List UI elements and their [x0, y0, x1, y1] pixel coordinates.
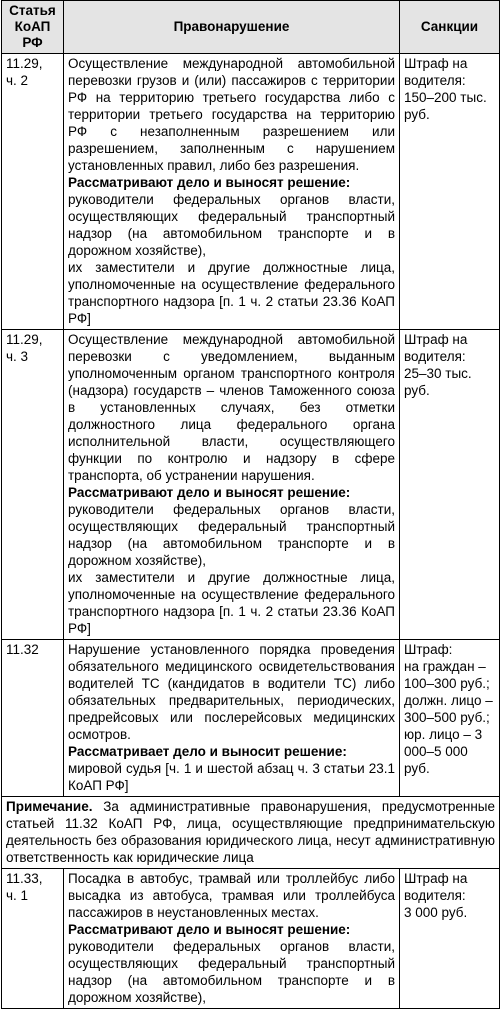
article-cell: 11.33, ч. 1 — [2, 869, 64, 1009]
offense-text: Осуществление международной автомобильной перевозки с уведомлением, выданным уполномоченным органом транспортного контроля (надзора) государств – членов Таможенного союза в установленных случаях, без отметки должностного лица федерального органа исполнительной власти, осуществляющего функции по контролю и надзору в сфере транспорта, об устранении нарушения. — [68, 332, 395, 483]
note-row — [2, 797, 500, 869]
offense-text: Осуществление международной автомобильной перевозки грузов и (или) пассажиров с территории РФ на территорию третьего государства либо с территории третьего государства на территорию РФ с незаполненным разрешением или разрешением, заполненным с нарушением установленных правил, либо без разрешения. — [68, 56, 395, 173]
authority-line: руководители федеральных органов власти, осуществляющих федеральный транспортный надзор (на автомобильном транспорте и в дорожном хозяйстве), — [68, 502, 395, 568]
sanction-cell: Штраф на водителя: 25–30 тыс. руб. — [400, 330, 500, 640]
sanction-cell: Штраф: на граждан – 100–300 руб.; должн. лицо – 300–500 руб.; юр. лицо – 3 000–5 000 руб. — [400, 640, 500, 797]
offense-cell — [64, 330, 400, 640]
note-cell — [2, 797, 500, 869]
sanction-cell: Штраф на водителя: 3 000 руб. — [400, 869, 500, 1009]
offenses-table — [1, 0, 500, 1009]
note-label: Примечание. — [6, 799, 93, 814]
decision-lead: Рассматривают дело и выносят решение: — [68, 922, 351, 937]
authority-line: их заместители и другие должностные лица, уполномоченные на осуществление федерального транспортного надзора [п. 1 ч. 2 статьи 23.36 КоАП РФ] — [68, 570, 395, 636]
table-row — [2, 330, 500, 640]
authority-line: их заместители и другие должностные лица, уполномоченные на осуществление федерального транспортного надзора [п. 1 ч. 2 статьи 23.36 КоАП РФ] — [68, 260, 395, 326]
offense-cell — [64, 869, 400, 1009]
article-cell: 11.32 — [2, 640, 64, 797]
decision-lead: Рассматривают дело и выносят решение: — [68, 485, 351, 500]
authority-line: руководители федеральных органов власти, осуществляющих федеральный транспортный надзор (на автомобильном транспорте и в дорожном хозяйстве), — [68, 192, 395, 258]
offense-cell — [64, 54, 400, 330]
table-row — [2, 640, 500, 797]
header-sanctions: Санкции — [400, 1, 500, 54]
decision-lead: Рассматривает дело и выносит решение: — [68, 744, 347, 759]
offense-text: Нарушение установленного порядка проведения обязательного медицинского освидетельствования водителей ТС (кандидатов в водители ТС) либо обязательных предварительных, периодических, предрейсовых или послерейсовых медицинских осмотров. — [68, 642, 395, 742]
table-header-row — [2, 1, 500, 54]
decision-lead: Рассматривают дело и выносят решение: — [68, 175, 351, 190]
header-article: Статья КоАП РФ — [2, 1, 64, 54]
offense-text: Посадка в автобус, трамвай или троллейбус либо высадка из автобуса, трамвая или троллейбуса пассажиров в неустановленных местах. — [68, 871, 395, 920]
note-text: За административные правонарушения, предусмотренные статьей 11.32 КоАП РФ, лица, осуществляющие предпринимательскую деятельность без образования юридического лица, несут административную ответственность как юридические лица — [6, 799, 495, 865]
table-row — [2, 869, 500, 1009]
offense-cell — [64, 640, 400, 797]
header-offense: Правонарушение — [64, 1, 400, 54]
table-row — [2, 54, 500, 330]
sanction-cell: Штраф на водителя: 150–200 тыс. руб. — [400, 54, 500, 330]
authority-line: мировой судья [ч. 1 и шестой абзац ч. 3 статьи 23.1 КоАП РФ] — [68, 761, 395, 793]
article-cell: 11.29, ч. 3 — [2, 330, 64, 640]
authority-line: руководители федеральных органов власти, осуществляющих федеральный транспортный надзор (на автомобильном транспорте и в дорожном хозяйстве), — [68, 939, 395, 1005]
article-cell: 11.29, ч. 2 — [2, 54, 64, 330]
